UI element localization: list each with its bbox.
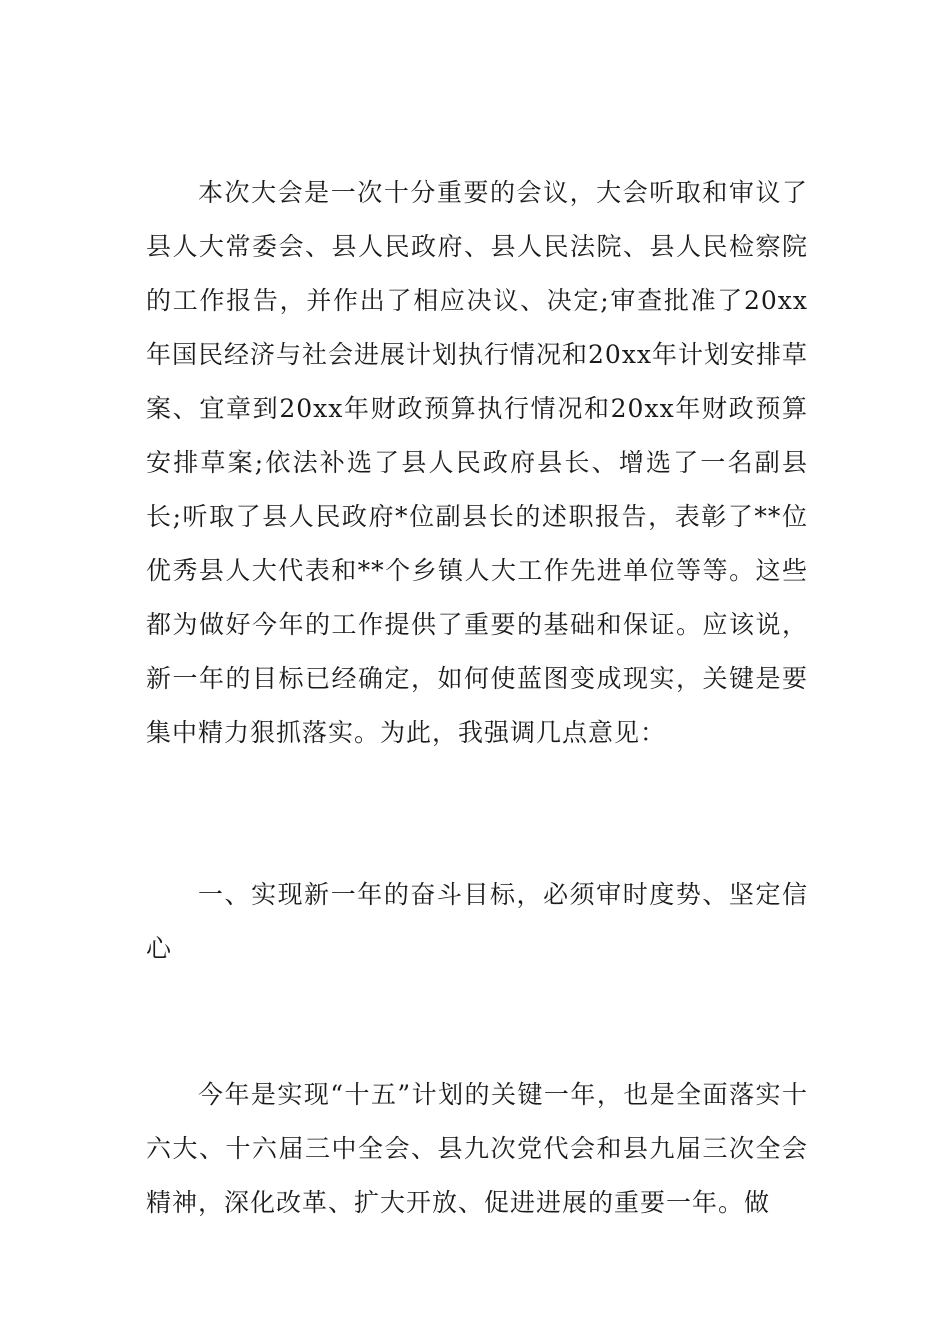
body-paragraph: 今年是实现“十五”计划的关键一年，也是全面落实十六大、十六届三中全会、县九次党代会和县九届三次全会精神，深化改革、扩大开放、促进进展的重要一年。做	[146, 1080, 808, 1217]
body-paragraph: 本次大会是一次十分重要的会议，大会听取和审议了县人大常委会、县人民政府、县人民法院、县人民检察院的工作报告，并作出了相应决议、决定;审查批准了20xx年国民经济与社会进展计划执行情况和20xx年计划安排草案、宜章到20xx年财政预算执行情况和20xx年财政预算安排草案;依法补选了县人民政府县长、增选了一名副县长;听取了县人民政府*位副县长的述职报告，表彰了**位优秀县人大代表和**个乡镇人大工作先进单位等等。这些都为做好今年的工作提供了重要的基础和保证。应该说，新一年的目标已经确定，如何使蓝图变成现实，关键是要集中精力狠抓落实。为此，我强调几点意见：	[146, 178, 809, 747]
section-heading: 一、实现新一年的奋斗目标，必须审时度势、坚定信心	[146, 880, 808, 963]
